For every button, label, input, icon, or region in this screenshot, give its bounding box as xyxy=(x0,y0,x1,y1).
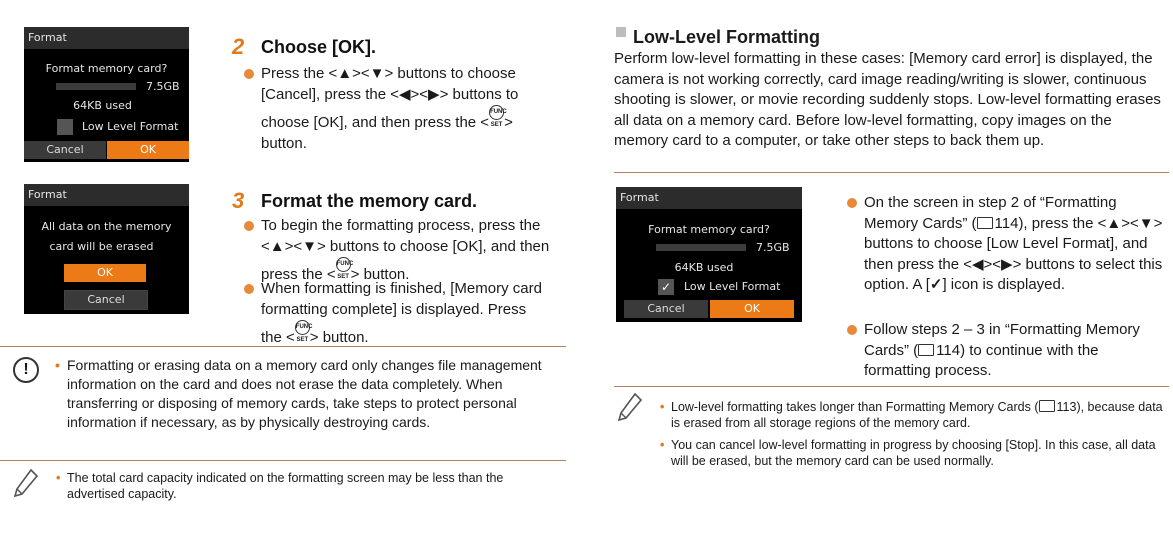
used-value: 64KB used xyxy=(73,99,132,112)
screen-header: Format xyxy=(24,27,189,49)
note-text: Low-level formatting takes longer than Formatting Memory Cards ( xyxy=(671,400,1039,414)
ok-button[interactable]: OK xyxy=(64,264,146,282)
func-set-icon: FUNC SET xyxy=(295,320,310,335)
bullet-text: When formatting is finished, [Memory card formatting complete] is displayed. Press the < xyxy=(261,280,542,346)
low-level-note-2 xyxy=(660,437,1166,469)
book-icon xyxy=(1039,400,1055,412)
bullet-dot xyxy=(244,69,254,79)
screen-header: Format xyxy=(24,184,189,206)
used-value: 64KB used xyxy=(674,261,734,274)
low-level-checkbox-checked[interactable]: ✓ xyxy=(658,279,674,295)
bullet-dot: • xyxy=(55,357,60,373)
checkbox-label: Low Level Format xyxy=(82,120,179,133)
ok-button[interactable]: OK xyxy=(107,141,189,159)
book-icon xyxy=(918,344,934,356)
note-text: You can cancel low-level formatting in progress by choosing [Stop]. In this case, all data will be erased, but the memory card can be used normally. xyxy=(671,438,1156,468)
bullet-text: On the screen in step 2 of “Formatting Memory Cards” ( xyxy=(864,194,1117,232)
bullet-dot: • xyxy=(660,438,665,452)
erase-warning-line1: All data on the memory xyxy=(41,220,172,233)
bullet-text-end: ] icon is displayed. xyxy=(942,276,1066,293)
low-level-note-1 xyxy=(660,399,1166,431)
bullet-text-end: > button. xyxy=(350,266,410,283)
step-title: Format the memory card. xyxy=(261,191,478,211)
bullet-text-end: ) to continue with the formatting process. xyxy=(864,341,1099,379)
bullet-text: Follow steps 2 – 3 in “Formatting Memory Cards” ( xyxy=(864,321,1140,359)
capacity-bar xyxy=(56,83,136,90)
step-number: 3 xyxy=(232,188,245,213)
bullet-text: Press the <▲><▼> buttons to choose [Cancel], press the <◀><▶> buttons to choose [OK], and then press the < xyxy=(261,65,519,131)
divider xyxy=(614,172,1169,173)
bullet-dot xyxy=(244,284,254,294)
cancel-button[interactable]: Cancel xyxy=(624,300,708,318)
camera-screen-format-1 xyxy=(24,27,189,162)
bullet-dot: • xyxy=(660,400,665,414)
bullet-text-end: > button. xyxy=(261,114,513,152)
erase-warning-line2: card will be erased xyxy=(49,240,154,253)
bullet-dot xyxy=(244,221,254,231)
capacity-value: 7.5GB xyxy=(146,80,180,93)
bullet-dot xyxy=(847,325,857,335)
camera-screen-format-2 xyxy=(24,184,189,314)
note-text-end: ), because data is erased from all storage regions of the memory card. xyxy=(671,400,1163,430)
check-icon: ✓ xyxy=(929,276,943,293)
note-text: The total card capacity indicated on the formatting screen may be less than the advertised capacity. xyxy=(67,471,504,501)
func-set-icon: FUNC SET xyxy=(336,257,351,272)
pencil-icon xyxy=(617,392,643,422)
caution-icon: ! xyxy=(13,357,39,383)
caution-note xyxy=(55,356,557,432)
func-set-icon: FUNC SET xyxy=(489,105,504,120)
low-level-bullet-1 xyxy=(864,193,1169,296)
pencil-icon xyxy=(13,468,39,498)
bullet-text: To begin the formatting process, press the <▲><▼> buttons to choose [OK], and then press the < xyxy=(261,217,550,283)
cancel-button[interactable]: Cancel xyxy=(24,141,106,159)
format-question: Format memory card? xyxy=(45,62,168,75)
capacity-value: 7.5GB xyxy=(756,241,790,254)
section-intro: Perform low-level formatting in these cases: [Memory card error] is displayed, the camera is not working correctly, card image reading/writing is slower, continuous shooting is slower, or movie recording suddenly stops. Low-level formatting erases all data on a memory card. Before low-level formatting, copy images on the memory card to a computer, or take other steps to back them up. xyxy=(614,50,1161,149)
step-number: 2 xyxy=(232,34,245,59)
capacity-bar xyxy=(656,244,746,251)
ok-button[interactable]: OK xyxy=(710,300,794,318)
camera-screen-low-level xyxy=(616,187,802,322)
page-ref[interactable]: 114 xyxy=(994,214,1019,232)
book-icon xyxy=(977,217,993,229)
format-question: Format memory card? xyxy=(648,223,770,236)
divider xyxy=(0,346,566,347)
low-level-bullet-2 xyxy=(864,320,1169,382)
bullet-dot: • xyxy=(56,471,61,485)
bullet-text-mid: ), press the <▲><▼> buttons to choose [Low Level Format], and then press the <◀><▶> buttons to select this option. A [ xyxy=(864,214,1163,293)
bullet-dot xyxy=(847,198,857,208)
screen-header: Format xyxy=(616,187,802,209)
page-ref[interactable]: 113 xyxy=(1056,400,1077,414)
section-title: Low-Level Formatting xyxy=(633,27,821,47)
step-title: Choose [OK]. xyxy=(261,37,376,57)
step3-bullet-1 xyxy=(261,216,551,286)
divider xyxy=(614,386,1169,387)
caution-text: Formatting or erasing data on a memory card only changes file management information on the card and does not erase the data completely. When transferring or disposing of memory cards, take steps to protect personal information if necessary, as by physically destroying cards. xyxy=(67,357,542,430)
capacity-note xyxy=(56,470,557,502)
low-level-checkbox[interactable] xyxy=(57,119,73,135)
cancel-button[interactable]: Cancel xyxy=(64,290,148,310)
section-marker xyxy=(616,27,626,37)
step2-bullet xyxy=(261,64,551,154)
step3-bullet-2 xyxy=(261,279,551,349)
page-ref[interactable]: 114 xyxy=(936,341,961,359)
bullet-text-end: > button. xyxy=(309,329,369,346)
divider xyxy=(0,460,566,461)
checkbox-label: Low Level Format xyxy=(684,280,781,293)
